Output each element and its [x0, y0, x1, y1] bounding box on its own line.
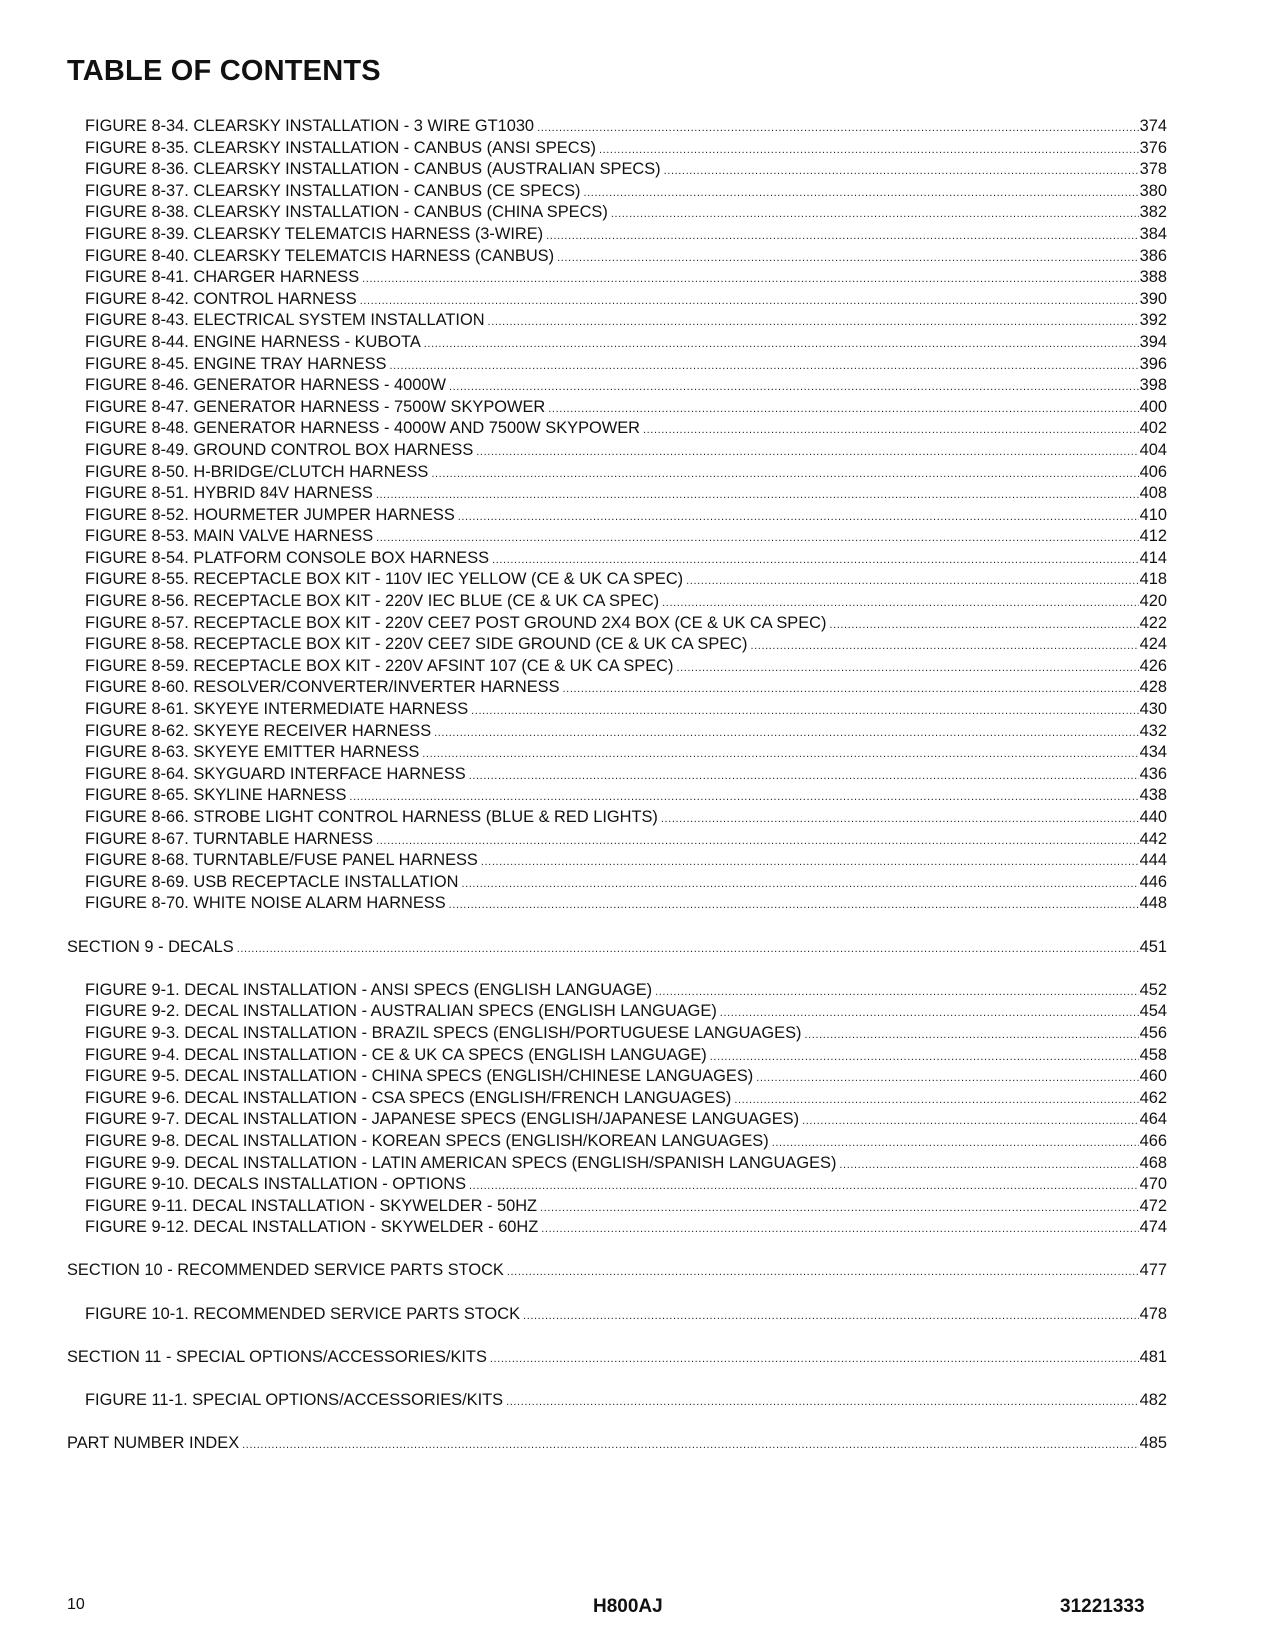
- toc-dot-leader: [664, 161, 1139, 183]
- toc-figure-entry[interactable]: [67, 1131, 1167, 1153]
- toc-entry-label: FIGURE 8-50. H-BRIDGE/CLUTCH HARNESS: [85, 462, 429, 481]
- toc-entry-label: FIGURE 8-68. TURNTABLE/FUSE PANEL HARNESS: [85, 851, 478, 870]
- toc-entry-label: FIGURE 9-11. DECAL INSTALLATION - SKYWELDER - 50HZ: [85, 1196, 538, 1215]
- toc-entry-label: SECTION 11 - SPECIAL OPTIONS/ACCESSORIES/KITS: [67, 1347, 487, 1366]
- toc-entry-page: 394: [1139, 332, 1167, 351]
- toc-figure-entry[interactable]: [67, 1023, 1167, 1045]
- toc-dot-leader: [434, 723, 1139, 745]
- toc-entry-label: FIGURE 8-51. HYBRID 84V HARNESS: [85, 484, 373, 503]
- toc-entry-page: 418: [1139, 570, 1167, 589]
- toc-figure-entry[interactable]: [67, 742, 1167, 764]
- toc-figure-entry[interactable]: [67, 1001, 1167, 1023]
- toc-entry-page: 468: [1139, 1153, 1167, 1172]
- toc-dot-leader: [469, 1176, 1139, 1198]
- toc-entry-label: FIGURE 8-39. CLEARSKY TELEMATCIS HARNESS (3-WIRE): [85, 224, 544, 243]
- toc-entry-page: 386: [1139, 246, 1167, 265]
- footer-model: H800AJ: [593, 1596, 663, 1617]
- toc-entry-page: 464: [1139, 1110, 1167, 1129]
- toc-entry-page: 424: [1139, 635, 1167, 654]
- toc-dot-leader: [710, 1047, 1139, 1069]
- toc-entry-page: 444: [1139, 851, 1167, 870]
- toc-dot-leader: [563, 679, 1139, 701]
- toc-entry-label: FIGURE 8-67. TURNTABLE HARNESS: [85, 829, 374, 848]
- toc-entry-label: FIGURE 8-35. CLEARSKY INSTALLATION - CANBUS (ANSI SPECS): [85, 138, 596, 157]
- toc-entry-label: FIGURE 9-5. DECAL INSTALLATION - CHINA SPECS (ENGLISH/CHINESE LANGUAGES): [85, 1067, 754, 1086]
- toc-figure-entry[interactable]: [67, 375, 1167, 397]
- toc-entry-page: 458: [1139, 1045, 1167, 1064]
- toc-figure-entry[interactable]: [67, 1109, 1167, 1131]
- toc-dot-leader: [488, 312, 1139, 334]
- toc-entry-label: FIGURE 8-69. USB RECEPTACLE INSTALLATION: [85, 872, 459, 891]
- toc-entry-page: 406: [1139, 462, 1167, 481]
- toc-dot-leader: [507, 1262, 1139, 1284]
- toc-figure-entry[interactable]: [67, 1045, 1167, 1067]
- toc-dot-leader: [537, 118, 1139, 140]
- toc-dot-leader: [662, 593, 1138, 615]
- toc-figure-entry[interactable]: [67, 980, 1167, 1002]
- toc-figure-entry[interactable]: [67, 246, 1167, 268]
- toc-entry-page: 438: [1139, 786, 1167, 805]
- toc-entry-page: 412: [1139, 527, 1167, 546]
- toc-figure-entry[interactable]: [67, 159, 1167, 181]
- toc-figure-entry[interactable]: [67, 785, 1167, 807]
- toc-figure-entry[interactable]: [67, 267, 1167, 289]
- toc-figure-entry[interactable]: [67, 634, 1167, 656]
- toc-entry-label: FIGURE 10-1. RECOMMENDED SERVICE PARTS STOCK: [85, 1304, 521, 1323]
- toc-entry-page: 420: [1139, 592, 1167, 611]
- toc-entry-page: 482: [1139, 1391, 1167, 1410]
- toc-dot-leader: [540, 1198, 1139, 1220]
- toc-figure-entry[interactable]: [67, 440, 1167, 462]
- toc-entry-page: 398: [1139, 376, 1167, 395]
- toc-dot-leader: [611, 204, 1139, 226]
- toc-entry-label: FIGURE 8-55. RECEPTACLE BOX KIT - 110V IEC YELLOW (CE & UK CA SPEC): [85, 570, 684, 589]
- toc-entry-page: 478: [1139, 1304, 1167, 1323]
- toc-entry-label: FIGURE 8-56. RECEPTACLE BOX KIT - 220V IEC BLUE (CE & UK CA SPEC): [85, 592, 660, 611]
- toc-entry-page: 446: [1139, 872, 1167, 891]
- toc-dot-leader: [376, 528, 1139, 550]
- toc-entry-page: 448: [1139, 894, 1167, 913]
- toc-figure-entry[interactable]: [67, 893, 1167, 915]
- toc-entry-label: FIGURE 8-48. GENERATOR HARNESS - 4000W AND 7500W SKYPOWER: [85, 419, 640, 438]
- toc-figure-entry[interactable]: [67, 505, 1167, 527]
- toc-figure-entry[interactable]: [67, 1304, 1167, 1326]
- toc-entry-label: FIGURE 8-34. CLEARSKY INSTALLATION - 3 WIRE GT1030: [85, 117, 535, 135]
- toc-figure-entry[interactable]: [67, 483, 1167, 505]
- toc-dot-leader: [583, 183, 1138, 205]
- toc-entry-page: 485: [1139, 1434, 1167, 1453]
- toc-entry-label: FIGURE 8-64. SKYGUARD INTERFACE HARNESS: [85, 764, 466, 783]
- toc-figure-entry[interactable]: [67, 807, 1167, 829]
- toc-figure-entry[interactable]: [67, 116, 1167, 138]
- toc-entry-page: 452: [1139, 980, 1167, 999]
- toc-dot-leader: [458, 507, 1139, 529]
- toc-entry-page: 400: [1139, 397, 1167, 416]
- toc-figure-entry[interactable]: [67, 289, 1167, 311]
- toc-entry-label: FIGURE 8-65. SKYLINE HARNESS: [85, 786, 347, 805]
- toc-entry-label: FIGURE 8-53. MAIN VALVE HARNESS: [85, 527, 374, 546]
- toc-dot-leader: [541, 1219, 1138, 1241]
- toc-figure-entry[interactable]: [67, 1153, 1167, 1175]
- toc-figure-entry[interactable]: [67, 1390, 1167, 1412]
- toc-entry-label: FIGURE 8-44. ENGINE HARNESS - KUBOTA: [85, 332, 421, 351]
- toc-entry-label: FIGURE 8-66. STROBE LIGHT CONTROL HARNESS (BLUE & RED LIGHTS): [85, 808, 658, 826]
- toc-dot-leader: [655, 982, 1139, 1004]
- toc-figure-entry[interactable]: [67, 1066, 1167, 1088]
- toc-entry-label: SECTION 9 - DECALS: [67, 937, 234, 956]
- toc-dot-leader: [237, 939, 1139, 961]
- toc-section-entry[interactable]: [67, 1433, 1167, 1455]
- toc-figure-entry[interactable]: [67, 310, 1167, 332]
- toc-entry-label: FIGURE 8-46. GENERATOR HARNESS - 4000W: [85, 376, 446, 395]
- toc-entry-label: FIGURE 8-59. RECEPTACLE BOX KIT - 220V AFSINT 107 (CE & UK CA SPEC): [85, 656, 674, 675]
- toc-dot-leader: [686, 571, 1139, 593]
- toc-dot-leader: [599, 140, 1139, 162]
- toc-entry-label: FIGURE 8-37. CLEARSKY INSTALLATION - CANBUS (CE SPECS): [85, 181, 581, 200]
- toc-dot-leader: [431, 464, 1138, 486]
- toc-entry-page: 477: [1139, 1261, 1167, 1280]
- toc-entry-label: FIGURE 9-12. DECAL INSTALLATION - SKYWELDER - 60HZ: [85, 1218, 539, 1237]
- toc-section-entry[interactable]: [67, 1260, 1167, 1282]
- toc-entry-label: FIGURE 11-1. SPECIAL OPTIONS/ACCESSORIES/KITS: [85, 1391, 504, 1410]
- toc-entry-label: FIGURE 8-62. SKYEYE RECEIVER HARNESS: [85, 721, 432, 740]
- toc-entry-label: FIGURE 8-54. PLATFORM CONSOLE BOX HARNESS: [85, 548, 490, 567]
- footer-page-number: 10: [67, 1596, 85, 1613]
- toc-dot-leader: [349, 787, 1138, 809]
- toc-entry-page: 378: [1139, 160, 1167, 179]
- footer-document-number: 31221333: [1060, 1596, 1145, 1617]
- toc-entry-label: FIGURE 9-4. DECAL INSTALLATION - CE & UK CA SPECS (ENGLISH LANGUAGE): [85, 1045, 707, 1064]
- toc-entry-page: 474: [1139, 1218, 1167, 1237]
- toc-entry-page: 384: [1139, 224, 1167, 243]
- toc-figure-entry[interactable]: [67, 526, 1167, 548]
- toc-entry-page: 376: [1139, 138, 1167, 157]
- toc-figure-entry[interactable]: [67, 1196, 1167, 1218]
- toc-entry-page: 414: [1139, 548, 1167, 567]
- toc-entry-page: 392: [1139, 311, 1167, 330]
- toc-entry-page: 432: [1139, 721, 1167, 740]
- toc-figure-entry[interactable]: [67, 721, 1167, 743]
- toc-section-entry[interactable]: [67, 1347, 1167, 1369]
- toc-entry-label: FIGURE 9-2. DECAL INSTALLATION - AUSTRALIAN SPECS (ENGLISH LANGUAGE): [85, 1002, 717, 1021]
- toc-entry-page: 388: [1139, 268, 1167, 287]
- toc-entry-label: FIGURE 8-52. HOURMETER JUMPER HARNESS: [85, 505, 455, 524]
- toc-entry-page: 454: [1139, 1002, 1167, 1021]
- toc-dot-leader: [506, 1392, 1139, 1414]
- table-of-contents: [67, 116, 1167, 1476]
- toc-entry-label: FIGURE 8-49. GROUND CONTROL BOX HARNESS: [85, 440, 474, 459]
- toc-dot-leader: [362, 269, 1138, 291]
- toc-figure-entry[interactable]: [67, 613, 1167, 635]
- toc-figure-entry[interactable]: [67, 1174, 1167, 1196]
- toc-dot-leader: [471, 701, 1139, 723]
- toc-figure-entry[interactable]: [67, 591, 1167, 613]
- toc-dot-leader: [805, 1025, 1139, 1047]
- toc-figure-entry[interactable]: [67, 397, 1167, 419]
- toc-figure-entry[interactable]: [67, 1217, 1167, 1239]
- toc-entry-page: 462: [1139, 1088, 1167, 1107]
- toc-figure-entry[interactable]: [67, 656, 1167, 678]
- toc-entry-page: 426: [1139, 656, 1167, 675]
- toc-entry-page: 410: [1139, 505, 1167, 524]
- toc-dot-leader: [720, 1003, 1139, 1025]
- toc-dot-leader: [661, 809, 1139, 831]
- toc-figure-entry[interactable]: [67, 764, 1167, 786]
- toc-entry-label: FIGURE 8-70. WHITE NOISE ALARM HARNESS: [85, 894, 446, 913]
- toc-entry-label: FIGURE 9-1. DECAL INSTALLATION - ANSI SPECS (ENGLISH LANGUAGE): [85, 980, 653, 999]
- toc-dot-leader: [490, 1349, 1139, 1371]
- toc-dot-leader: [829, 615, 1138, 637]
- toc-figure-entry[interactable]: [67, 548, 1167, 570]
- toc-dot-leader: [772, 1133, 1139, 1155]
- toc-entry-page: 402: [1139, 419, 1167, 438]
- toc-entry-page: 396: [1139, 354, 1167, 373]
- toc-dot-leader: [449, 895, 1139, 917]
- toc-figure-entry[interactable]: [67, 569, 1167, 591]
- toc-figure-entry[interactable]: [67, 699, 1167, 721]
- toc-entry-page: 440: [1139, 808, 1167, 826]
- toc-entry-page: 434: [1139, 743, 1167, 762]
- toc-entry-page: 422: [1139, 613, 1167, 632]
- toc-entry-page: 374: [1139, 117, 1167, 135]
- toc-figure-entry[interactable]: [67, 418, 1167, 440]
- toc-figure-entry[interactable]: [67, 354, 1167, 376]
- toc-entry-label: FIGURE 8-40. CLEARSKY TELEMATCIS HARNESS (CANBUS): [85, 246, 555, 265]
- toc-dot-leader: [557, 248, 1139, 270]
- toc-dot-leader: [389, 356, 1138, 378]
- toc-entry-page: 408: [1139, 484, 1167, 503]
- toc-figure-entry[interactable]: [67, 872, 1167, 894]
- toc-entry-label: PART NUMBER INDEX: [67, 1434, 240, 1453]
- toc-dot-leader: [360, 291, 1139, 313]
- toc-entry-label: FIGURE 8-45. ENGINE TRAY HARNESS: [85, 354, 387, 373]
- toc-entry-label: FIGURE 9-6. DECAL INSTALLATION - CSA SPECS (ENGLISH/FRENCH LANGUAGES): [85, 1088, 732, 1107]
- toc-entry-page: 442: [1139, 829, 1167, 848]
- toc-figure-entry[interactable]: [67, 462, 1167, 484]
- toc-figure-entry[interactable]: [67, 829, 1167, 851]
- toc-entry-page: 390: [1139, 289, 1167, 308]
- toc-figure-entry[interactable]: [67, 202, 1167, 224]
- toc-dot-leader: [376, 831, 1139, 853]
- toc-dot-leader: [476, 442, 1138, 464]
- toc-dot-leader: [481, 852, 1139, 874]
- toc-entry-page: 380: [1139, 181, 1167, 200]
- toc-entry-label: FIGURE 9-8. DECAL INSTALLATION - KOREAN SPECS (ENGLISH/KOREAN LANGUAGES): [85, 1131, 769, 1150]
- toc-entry-label: FIGURE 8-41. CHARGER HARNESS: [85, 268, 360, 287]
- toc-entry-label: FIGURE 9-9. DECAL INSTALLATION - LATIN AMERICAN SPECS (ENGLISH/SPANISH LANGUAGES): [85, 1153, 837, 1172]
- toc-entry-label: FIGURE 8-43. ELECTRICAL SYSTEM INSTALLATION: [85, 311, 485, 330]
- toc-figure-entry[interactable]: [67, 850, 1167, 872]
- toc-entry-label: FIGURE 9-10. DECALS INSTALLATION - OPTIONS: [85, 1175, 467, 1194]
- toc-dot-leader: [802, 1111, 1139, 1133]
- toc-section-entry[interactable]: [67, 937, 1167, 959]
- toc-dot-leader: [750, 636, 1138, 658]
- toc-entry-page: 436: [1139, 764, 1167, 783]
- toc-dot-leader: [546, 226, 1139, 248]
- toc-figure-entry[interactable]: [67, 138, 1167, 160]
- toc-dot-leader: [449, 377, 1139, 399]
- toc-dot-leader: [734, 1090, 1138, 1112]
- toc-dot-leader: [424, 334, 1139, 356]
- toc-entry-label: FIGURE 8-60. RESOLVER/CONVERTER/INVERTER HARNESS: [85, 678, 560, 697]
- toc-dot-leader: [422, 744, 1138, 766]
- toc-dot-leader: [756, 1068, 1138, 1090]
- toc-figure-entry[interactable]: [67, 332, 1167, 354]
- toc-dot-leader: [492, 550, 1139, 572]
- toc-entry-label: FIGURE 8-47. GENERATOR HARNESS - 7500W SKYPOWER: [85, 397, 546, 416]
- toc-entry-label: FIGURE 8-61. SKYEYE INTERMEDIATE HARNESS: [85, 700, 469, 719]
- toc-entry-page: 382: [1139, 203, 1167, 222]
- toc-entry-label: FIGURE 8-42. CONTROL HARNESS: [85, 289, 357, 308]
- toc-entry-label: FIGURE 8-36. CLEARSKY INSTALLATION - CANBUS (AUSTRALIAN SPECS): [85, 160, 661, 179]
- toc-entry-page: 481: [1139, 1347, 1167, 1366]
- toc-entry-label: FIGURE 9-3. DECAL INSTALLATION - BRAZIL SPECS (ENGLISH/PORTUGUESE LANGUAGES): [85, 1023, 802, 1042]
- toc-dot-leader: [548, 399, 1138, 421]
- toc-dot-leader: [643, 420, 1139, 442]
- toc-dot-leader: [461, 874, 1138, 896]
- toc-dot-leader: [523, 1306, 1139, 1328]
- toc-figure-entry[interactable]: [67, 181, 1167, 203]
- toc-dot-leader: [676, 658, 1138, 680]
- toc-entry-page: 404: [1139, 440, 1167, 459]
- toc-entry-page: 430: [1139, 700, 1167, 719]
- toc-figure-entry[interactable]: [67, 224, 1167, 246]
- toc-entry-label: FIGURE 8-57. RECEPTACLE BOX KIT - 220V CEE7 POST GROUND 2X4 BOX (CE & UK CA SPEC): [85, 613, 827, 632]
- toc-figure-entry[interactable]: [67, 677, 1167, 699]
- toc-entry-page: 460: [1139, 1067, 1167, 1086]
- toc-dot-leader: [376, 485, 1139, 507]
- toc-entry-page: 466: [1139, 1131, 1167, 1150]
- toc-entry-page: 451: [1139, 937, 1167, 956]
- toc-entry-label: FIGURE 8-38. CLEARSKY INSTALLATION - CANBUS (CHINA SPECS): [85, 203, 608, 222]
- toc-entry-label: SECTION 10 - RECOMMENDED SERVICE PARTS STOCK: [67, 1261, 504, 1280]
- toc-figure-entry[interactable]: [67, 1088, 1167, 1110]
- toc-entry-label: FIGURE 9-7. DECAL INSTALLATION - JAPANESE SPECS (ENGLISH/JAPANESE LANGUAGES): [85, 1110, 800, 1129]
- toc-entry-page: 470: [1139, 1175, 1167, 1194]
- toc-entry-page: 472: [1139, 1196, 1167, 1215]
- toc-dot-leader: [469, 766, 1139, 788]
- toc-entry-page: 456: [1139, 1023, 1167, 1042]
- toc-dot-leader: [242, 1435, 1139, 1457]
- toc-dot-leader: [839, 1155, 1138, 1177]
- toc-entry-label: FIGURE 8-58. RECEPTACLE BOX KIT - 220V CEE7 SIDE GROUND (CE & UK CA SPEC): [85, 635, 748, 654]
- toc-entry-page: 428: [1139, 678, 1167, 697]
- page-title: TABLE OF CONTENTS: [67, 55, 381, 87]
- toc-entry-label: FIGURE 8-63. SKYEYE EMITTER HARNESS: [85, 743, 420, 762]
